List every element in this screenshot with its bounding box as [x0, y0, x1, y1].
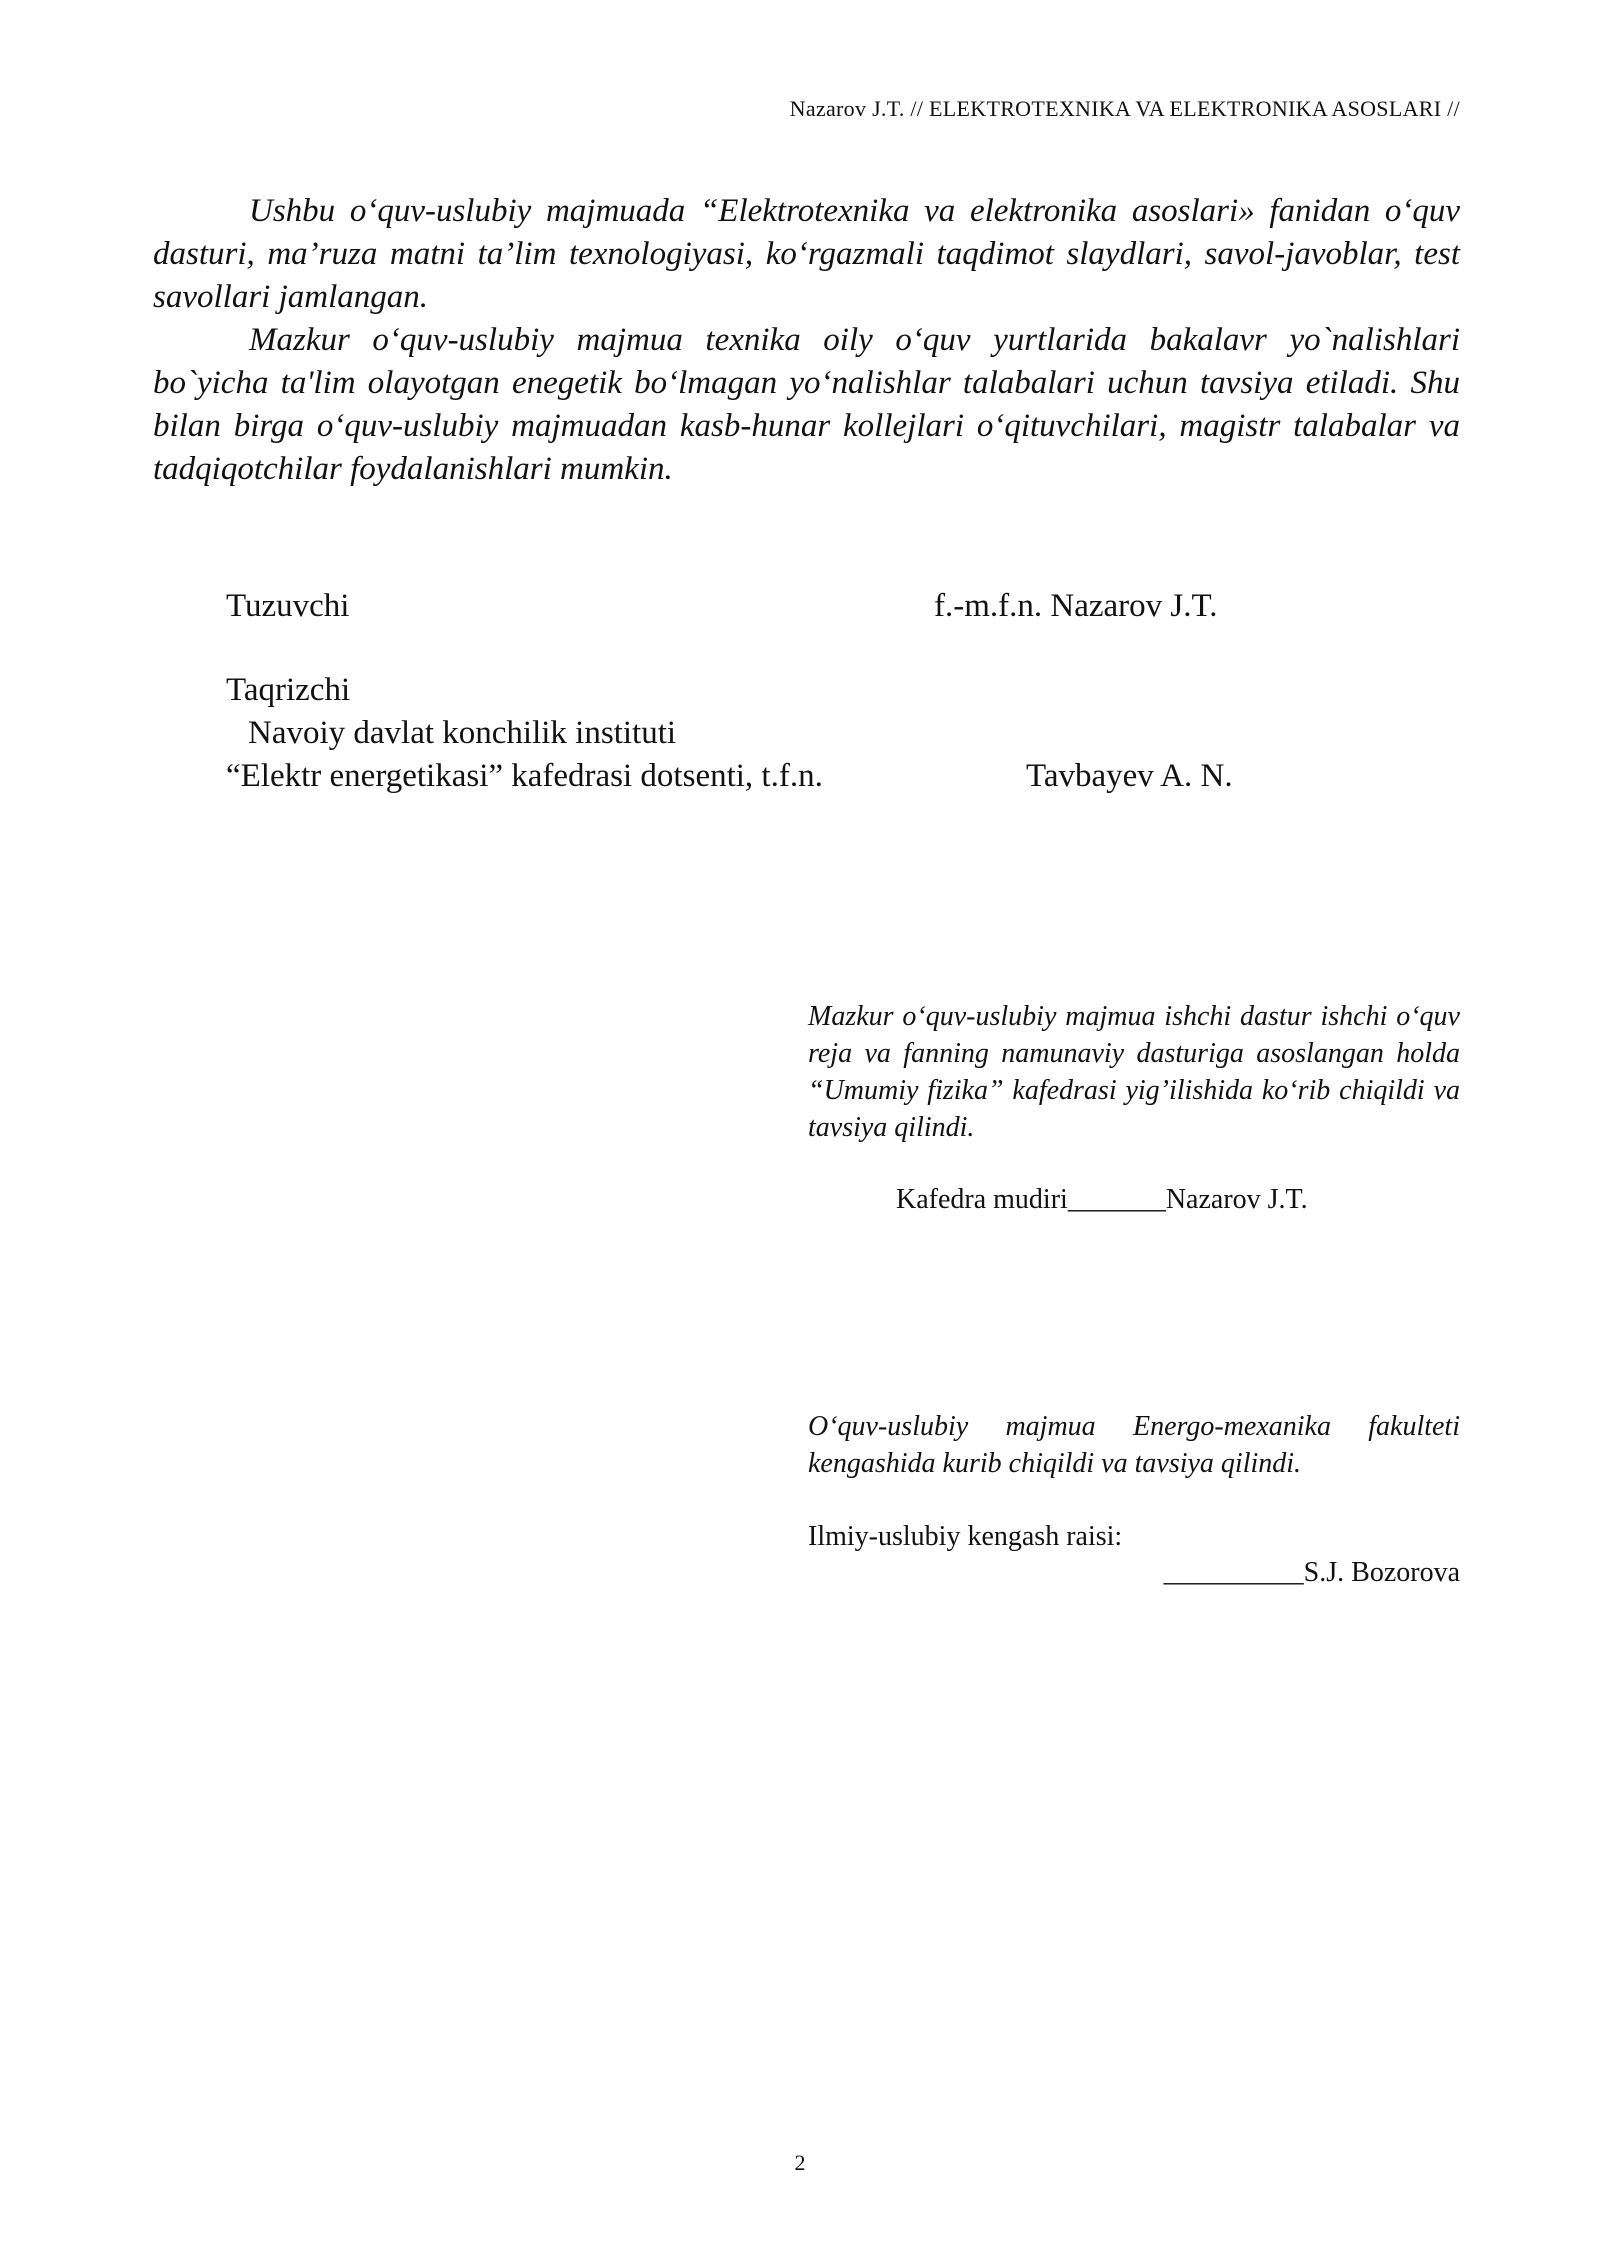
compiler-name: f.-m.f.n. Nazarov J.T. — [934, 588, 1218, 624]
department-head-signature: Kafedra mudiri_______Nazarov J.T. — [896, 1184, 1308, 1215]
council-chair-label: Ilmiy-uslubiy kengash raisi: — [808, 1521, 1123, 1552]
department-approval-text: Mazkur o‘quv-uslubiy majmua ishchi dastur ishchi o‘quv reja va fanning namunaviy dasturiga asoslangan holda “Umumiy fizika” kafedrasi yig’ilishida ko‘rib chiqildi va tavsiya qilindi. — [808, 1001, 1460, 1143]
intro-section — [153, 190, 1460, 491]
council-approval — [808, 1408, 1460, 1589]
reviewer-name: Tavbayev A. N. — [1026, 758, 1233, 794]
council-chair-signature: __________S.J. Bozorova — [1163, 1557, 1460, 1588]
department-approval — [808, 998, 1460, 1216]
council-approval-text: O‘quv-uslubiy majmua Energo-mexanika fakulteti kengashida kurib chiqildi va tavsiya qilindi. — [808, 1411, 1460, 1479]
reviewer-label: Taqrizchi — [226, 672, 351, 708]
running-header: Nazarov J.T. // ELEKTROTEXNIKA VA ELEKTRONIKA ASOSLARI // — [789, 96, 1460, 121]
compiler-label: Tuzuvchi — [226, 588, 350, 624]
intro-paragraph-1: Ushbu o‘quv-uslubiy majmuada “Elektrotexnika va elektronika asoslari» fanidan o‘quv dasturi, ma’ruza matni ta’lim texnologiyasi, ko‘rgazmali taqdimot slaydlari, savol-javoblar, test savollari jamlangan. — [153, 193, 1460, 315]
page-number: 2 — [794, 2150, 806, 2175]
reviewer-organization: Navoiy davlat konchilik instituti — [248, 715, 677, 751]
reviewer-position: “Elektr energetikasi” kafedrasi dotsenti, t.f.n. — [226, 758, 823, 794]
intro-paragraph-2: Mazkur o‘quv-uslubiy majmua texnika oily o‘quv yurtlarida bakalavr yo`nalishlari bo`yicha ta'lim olayotgan enegetik bo‘lmagan yo‘nalishlar talabalari uchun tavsiya etiladi. Shu bilan birga o‘quv-uslubiy majmuadan kasb-hunar kollejlari o‘qituvchilari, magistr talabalar va tadqiqotchilar foydalanishlari mumkin. — [153, 322, 1460, 487]
